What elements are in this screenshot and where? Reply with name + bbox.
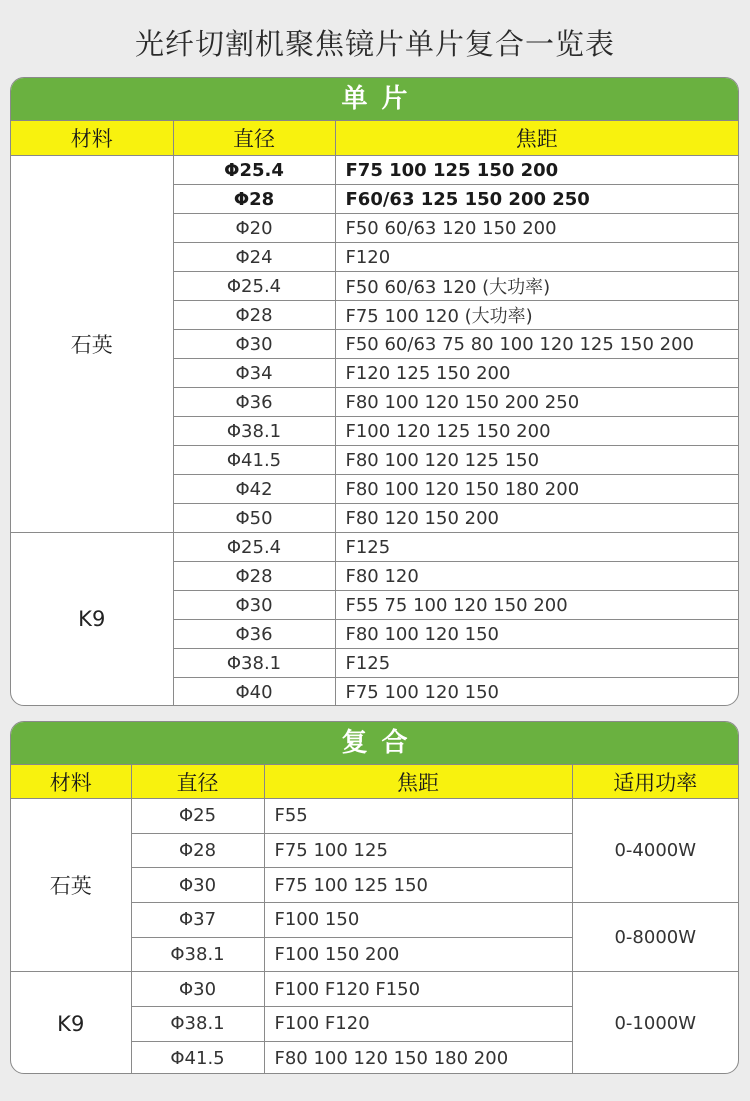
diameter-cell: Φ38.1: [131, 1007, 264, 1042]
focal-length-cell: F50 60/63 120 (大功率): [335, 272, 738, 301]
diameter-cell: Φ30: [131, 972, 264, 1007]
focal-length-cell: F75 100 125 150: [264, 868, 572, 903]
focal-length-cell: F120 125 150 200: [335, 359, 738, 388]
table-header-row: [11, 121, 738, 156]
focal-length-cell: F120: [335, 243, 738, 272]
diameter-cell: Φ30: [173, 330, 335, 359]
focal-length-cell: F100 F120 F150: [264, 972, 572, 1007]
column-header-diameter: 直径: [173, 121, 335, 156]
diameter-cell: Φ34: [173, 359, 335, 388]
compound-lens-table: [11, 764, 738, 1074]
table-row: [11, 533, 738, 562]
column-header-material: 材料: [11, 121, 173, 156]
diameter-cell: Φ41.5: [131, 1041, 264, 1074]
power-cell: 0-8000W: [572, 903, 738, 972]
material-cell: 石英: [11, 799, 131, 972]
focal-length-cell: F55 75 100 120 150 200: [335, 591, 738, 620]
compound-lens-header: 复合: [11, 722, 738, 764]
diameter-cell: Φ38.1: [173, 649, 335, 678]
table-row: [11, 972, 738, 1007]
focal-length-cell: F100 150 200: [264, 937, 572, 972]
focal-length-cell: F75 100 125: [264, 833, 572, 868]
focal-length-cell: F100 120 125 150 200: [335, 417, 738, 446]
page-title: 光纤切割机聚焦镜片单片复合一览表: [134, 27, 615, 61]
diameter-cell: Φ30: [131, 868, 264, 903]
diameter-cell: Φ38.1: [131, 937, 264, 972]
diameter-cell: Φ36: [173, 620, 335, 649]
power-cell: 0-4000W: [572, 799, 738, 903]
column-header-material: 材料: [11, 765, 131, 799]
focal-length-cell: F80 100 120 150: [335, 620, 738, 649]
focal-length-cell: F75 100 120 150: [335, 678, 738, 707]
diameter-cell: Φ25.4: [173, 533, 335, 562]
column-header-focal-length: 焦距: [335, 121, 738, 156]
diameter-cell: Φ25.4: [173, 156, 335, 185]
column-header-power: 适用功率: [572, 765, 738, 799]
focal-length-cell: F80 100 120 150 180 200: [264, 1041, 572, 1074]
focal-length-cell: F100 150: [264, 903, 572, 938]
material-cell: K9: [11, 972, 131, 1074]
diameter-cell: Φ24: [173, 243, 335, 272]
focal-length-cell: F80 100 120 150 200 250: [335, 388, 738, 417]
single-lens-header: 单片: [11, 78, 738, 120]
diameter-cell: Φ28: [173, 185, 335, 214]
focal-length-cell: F55: [264, 799, 572, 834]
diameter-cell: Φ25.4: [173, 272, 335, 301]
column-header-focal-length: 焦距: [264, 765, 572, 799]
focal-length-cell: F80 100 120 125 150: [335, 446, 738, 475]
material-cell: K9: [11, 533, 173, 707]
diameter-cell: Φ30: [173, 591, 335, 620]
focal-length-cell: F100 F120: [264, 1007, 572, 1042]
diameter-cell: Φ38.1: [173, 417, 335, 446]
diameter-cell: Φ40: [173, 678, 335, 707]
diameter-cell: Φ28: [173, 562, 335, 591]
diameter-cell: Φ42: [173, 475, 335, 504]
focal-length-cell: F60/63 125 150 200 250: [335, 185, 738, 214]
diameter-cell: Φ37: [131, 903, 264, 938]
diameter-cell: Φ20: [173, 214, 335, 243]
diameter-cell: Φ50: [173, 504, 335, 533]
focal-length-cell: F75 100 120 (大功率): [335, 301, 738, 330]
single-lens-table: [11, 120, 738, 706]
compound-lens-panel: [10, 721, 739, 1074]
table-row: [11, 799, 738, 834]
table-header-row: [11, 765, 738, 799]
diameter-cell: Φ25: [131, 799, 264, 834]
focal-length-cell: F50 60/63 120 150 200: [335, 214, 738, 243]
focal-length-cell: F80 100 120 150 180 200: [335, 475, 738, 504]
focal-length-cell: F80 120 150 200: [335, 504, 738, 533]
power-cell: 0-1000W: [572, 972, 738, 1074]
focal-length-cell: F125: [335, 649, 738, 678]
column-header-diameter: 直径: [131, 765, 264, 799]
diameter-cell: Φ28: [173, 301, 335, 330]
table-row: [11, 156, 738, 185]
focal-length-cell: F50 60/63 75 80 100 120 125 150 200: [335, 330, 738, 359]
focal-length-cell: F80 120: [335, 562, 738, 591]
focal-length-cell: F125: [335, 533, 738, 562]
diameter-cell: Φ28: [131, 833, 264, 868]
material-cell: 石英: [11, 156, 173, 533]
diameter-cell: Φ36: [173, 388, 335, 417]
focal-length-cell: F75 100 125 150 200: [335, 156, 738, 185]
single-lens-panel: [10, 77, 739, 706]
diameter-cell: Φ41.5: [173, 446, 335, 475]
